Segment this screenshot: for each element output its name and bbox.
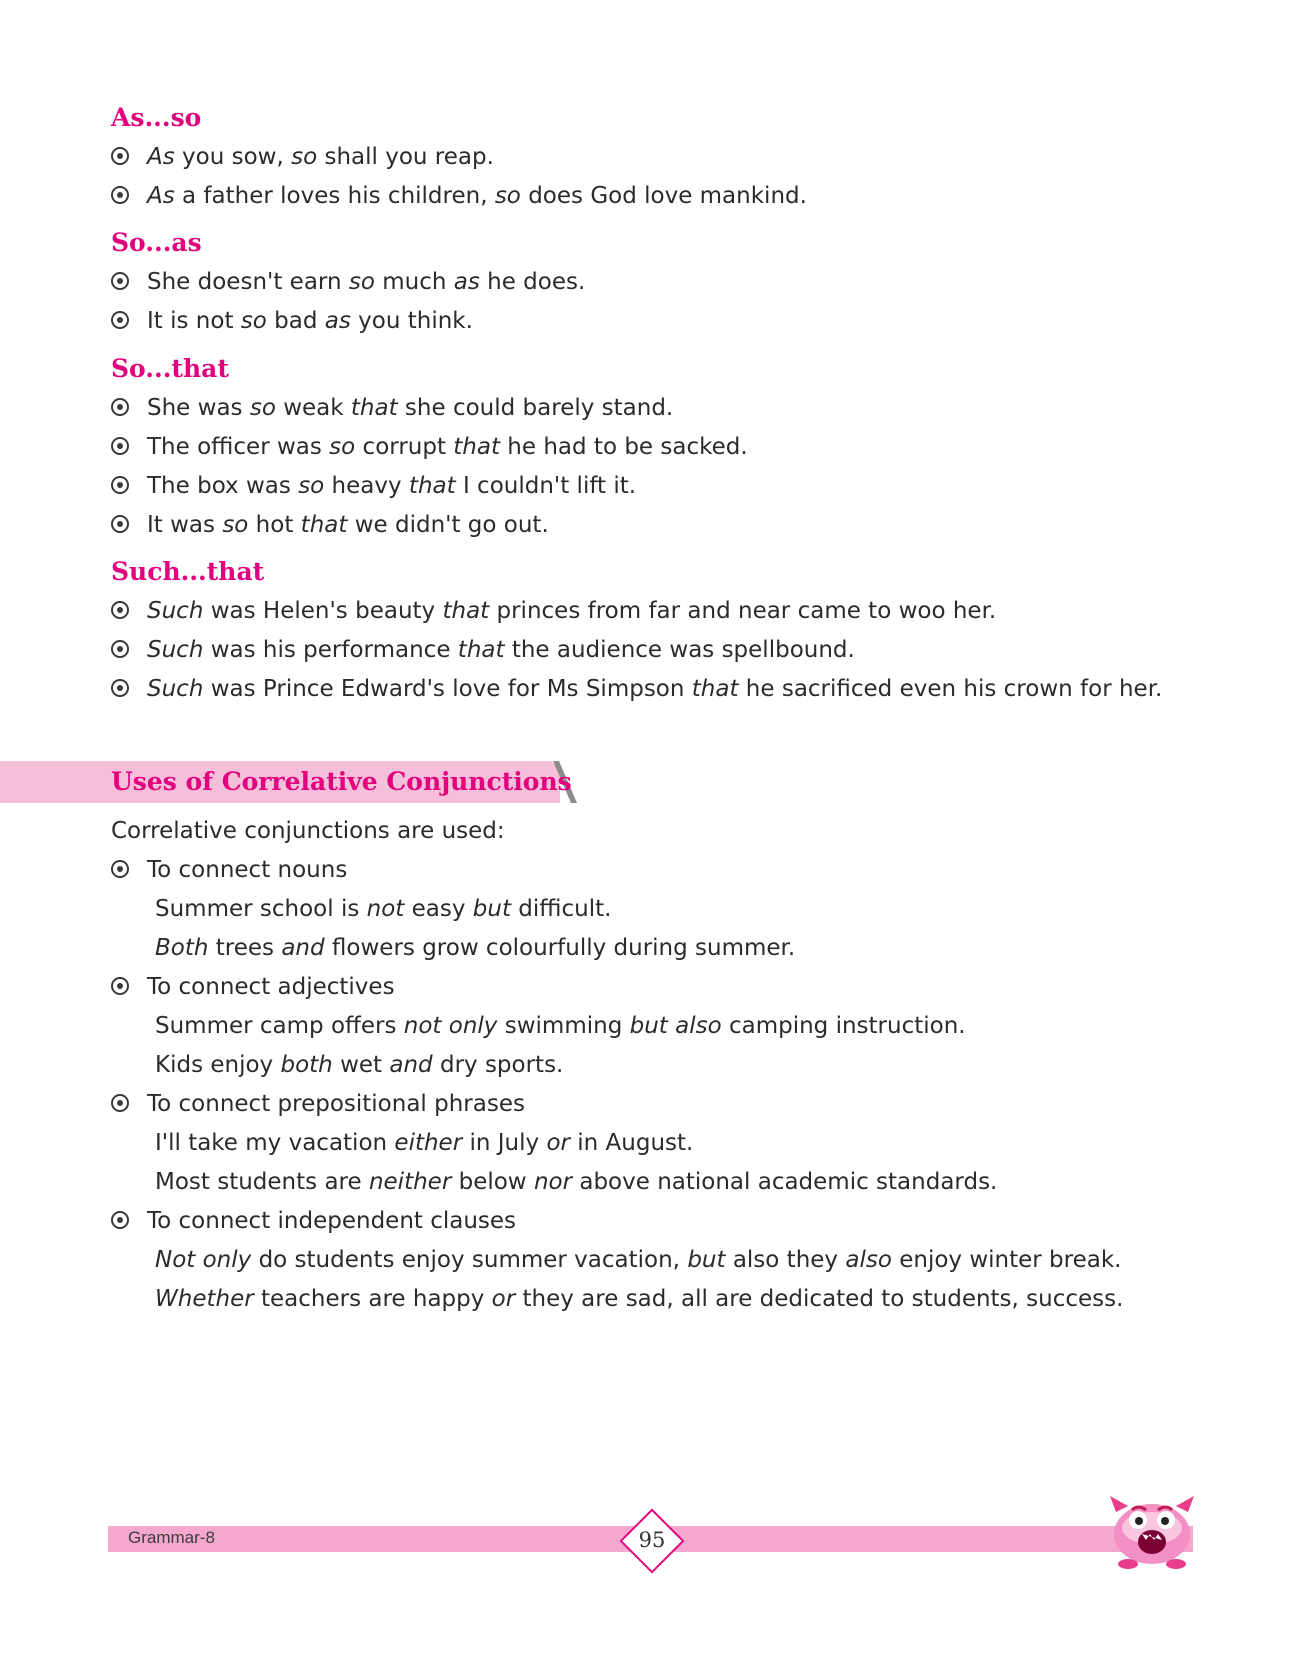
list-item <box>111 393 673 423</box>
example-sentence: Whether teachers are happy or they are sad, all are dedicated to students, success. <box>155 1286 1124 1312</box>
emphasized-conjunction: and <box>389 1052 433 1078</box>
emphasized-conjunction: Not only <box>155 1247 252 1273</box>
emphasized-conjunction: and <box>281 935 325 961</box>
section-heading-so-that: So...that <box>111 354 229 383</box>
circle-dot-bullet-icon <box>111 398 129 416</box>
example-sentence: She was so weak that she could barely stand. <box>147 395 674 421</box>
example-sentence: Most students are neither below nor above national academic standards. <box>155 1169 998 1195</box>
circle-dot-bullet-icon <box>111 601 129 619</box>
emphasized-conjunction: not <box>366 896 405 922</box>
circle-dot-bullet-icon <box>111 186 129 204</box>
list-item <box>111 181 807 211</box>
emphasized-conjunction: so <box>298 473 325 499</box>
emphasized-conjunction: or <box>546 1130 570 1156</box>
example-sentence: The box was so heavy that I couldn't lift it. <box>147 473 637 499</box>
emphasized-conjunction: Such <box>147 637 204 663</box>
list-item <box>111 674 1162 704</box>
circle-dot-bullet-icon <box>111 476 129 494</box>
circle-dot-bullet-icon <box>111 311 129 329</box>
section-heading-as-so: As...so <box>111 103 202 132</box>
emphasized-conjunction: or <box>491 1286 516 1312</box>
emphasized-conjunction: that <box>350 395 398 421</box>
circle-dot-bullet-icon <box>111 147 129 165</box>
list-item <box>111 142 494 172</box>
list-item <box>111 596 996 626</box>
example-sentence: Both trees and flowers grow colourfully during summer. <box>155 935 796 961</box>
example-sentence: Summer camp offers not only swimming but also camping instruction. <box>155 1013 966 1039</box>
emphasized-conjunction: that <box>300 512 348 538</box>
example-sentence: Not only do students enjoy summer vacation, but also they also enjoy winter break. <box>155 1247 1122 1273</box>
emphasized-conjunction: so <box>348 269 375 295</box>
emphasized-conjunction: so <box>240 308 267 334</box>
circle-dot-bullet-icon <box>111 640 129 658</box>
pink-monster-mascot-icon <box>1106 1490 1198 1570</box>
emphasized-conjunction: Whether <box>155 1286 254 1312</box>
example-sentence: It is not so bad as you think. <box>147 308 473 334</box>
emphasized-conjunction: so <box>291 144 318 170</box>
section-title-uses: Uses of Correlative Conjunctions <box>111 767 572 796</box>
emphasized-conjunction: so <box>329 434 356 460</box>
list-item <box>111 471 636 501</box>
emphasized-conjunction: not only <box>403 1013 498 1039</box>
emphasized-conjunction: Such <box>147 676 204 702</box>
circle-dot-bullet-icon <box>111 1211 129 1229</box>
footer-book-label: Grammar-8 <box>128 1528 215 1547</box>
emphasized-conjunction: as <box>324 308 351 334</box>
list-item <box>111 267 585 297</box>
emphasized-conjunction: that <box>691 676 739 702</box>
emphasized-conjunction: but <box>687 1247 726 1273</box>
emphasized-conjunction: as <box>453 269 480 295</box>
circle-dot-bullet-icon <box>111 272 129 290</box>
emphasized-conjunction: Such <box>147 598 204 624</box>
uses-group-label: To connect nouns <box>111 855 347 885</box>
uses-group-label: To connect prepositional phrases <box>111 1089 525 1119</box>
emphasized-conjunction: both <box>280 1052 333 1078</box>
circle-dot-bullet-icon <box>111 860 129 878</box>
list-item <box>111 635 855 665</box>
example-sentence: Kids enjoy both wet and dry sports. <box>155 1052 564 1078</box>
example-sentence: I'll take my vacation either in July or in August. <box>155 1130 694 1156</box>
section-heading-so-as: So...as <box>111 228 202 257</box>
example-sentence: Such was Prince Edward's love for Ms Simpson that he sacrificed even his crown for her. <box>147 676 1163 702</box>
emphasized-conjunction: that <box>442 598 490 624</box>
example-sentence: As a father loves his children, so does God love mankind. <box>147 183 807 209</box>
circle-dot-bullet-icon <box>111 515 129 533</box>
example-sentence: The officer was so corrupt that he had to be sacked. <box>147 434 748 460</box>
circle-dot-bullet-icon <box>111 679 129 697</box>
emphasized-conjunction: As <box>147 144 175 170</box>
emphasized-conjunction: but also <box>629 1013 722 1039</box>
circle-dot-bullet-icon <box>111 977 129 995</box>
emphasized-conjunction: that <box>408 473 456 499</box>
emphasized-conjunction: so <box>494 183 521 209</box>
emphasized-conjunction: so <box>222 512 249 538</box>
emphasized-conjunction: neither <box>368 1169 452 1195</box>
list-item <box>111 306 473 336</box>
emphasized-conjunction: that <box>457 637 505 663</box>
emphasized-conjunction: that <box>453 434 500 460</box>
page-number: 95 <box>638 1528 666 1552</box>
circle-dot-bullet-icon <box>111 437 129 455</box>
emphasized-conjunction: so <box>249 395 276 421</box>
uses-group-label: To connect adjectives <box>111 972 395 1002</box>
list-item <box>111 432 748 462</box>
emphasized-conjunction: Both <box>155 935 209 961</box>
example-sentence: Summer school is not easy but difficult. <box>155 896 612 922</box>
emphasized-conjunction: but <box>472 896 511 922</box>
example-sentence: She doesn't earn so much as he does. <box>147 269 586 295</box>
uses-intro: Correlative conjunctions are used: <box>111 818 505 844</box>
list-item <box>111 510 549 540</box>
circle-dot-bullet-icon <box>111 1094 129 1112</box>
emphasized-conjunction: nor <box>533 1169 573 1195</box>
section-heading-such-that: Such...that <box>111 557 265 586</box>
example-sentence: As you sow, so shall you reap. <box>147 144 494 170</box>
example-sentence: Such was his performance that the audience was spellbound. <box>147 637 855 663</box>
example-sentence: It was so hot that we didn't go out. <box>147 512 549 538</box>
example-sentence: Such was Helen's beauty that princes from far and near came to woo her. <box>147 598 997 624</box>
uses-group-label: To connect independent clauses <box>111 1206 516 1236</box>
emphasized-conjunction: As <box>147 183 175 209</box>
emphasized-conjunction: also <box>845 1247 892 1273</box>
emphasized-conjunction: either <box>394 1130 463 1156</box>
